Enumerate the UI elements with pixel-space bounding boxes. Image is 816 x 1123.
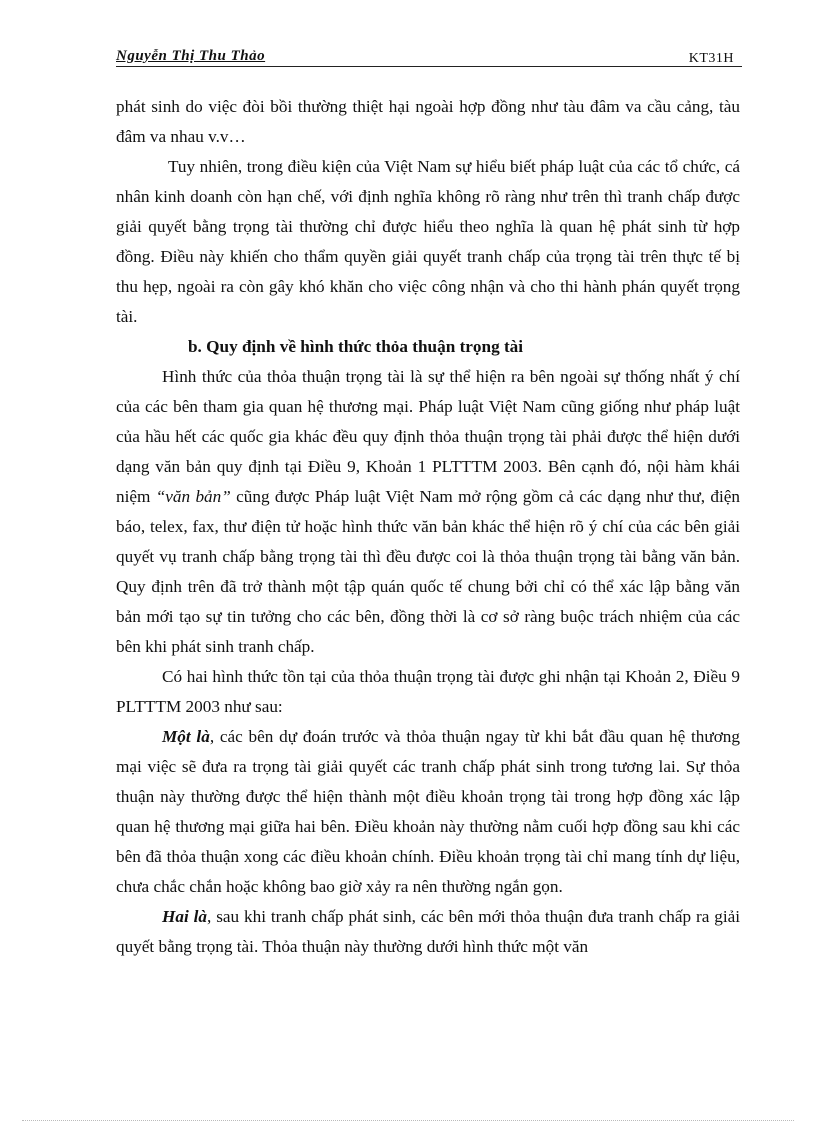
paragraph: Có hai hình thức tồn tại của thỏa thuận trọng tài được ghi nhận tại Khoản 2, Điều 9 PLTTTM 2003 như sau: xyxy=(116,667,740,716)
header-divider xyxy=(116,66,742,67)
author-name: Nguyễn Thị Thu Thảo xyxy=(116,48,266,64)
paragraph-text: , các bên dự đoán trước và thỏa thuận ngay từ khi bắt đầu quan hệ thương mại việc sẽ đưa ra trọng tài giải quyết các tranh chấp phát sinh trong tương lai. Sự thỏa thuận này thường được thể hiện thành một điều khoản trọng tài trong hợp đồng xác lập quan hệ thương mại giữa hai bên. Điều khoản này thường nằm cuối hợp đồng sau khi các bên đã thỏa thuận xong các điều khoản chính. Điều khoản trọng tài chỉ mang tính dự liệu, chưa chắc chắn hoặc không bao giờ xảy ra nên thường ngắn gọn. xyxy=(116,727,740,896)
paragraph xyxy=(116,722,740,902)
paragraph: Tuy nhiên, trong điều kiện của Việt Nam sự hiểu biết pháp luật của các tổ chức, cá nhân kinh doanh còn hạn chế, với định nghĩa không rõ ràng như trên thì tranh chấp được giải quyết bằng trọng tài thường chỉ được hiểu theo nghĩa là quan hệ phát sinh từ hợp đồng. Điều này khiến cho thẩm quyền giải quyết tranh chấp của trọng tài trên thực tế bị thu hẹp, ngoài ra còn gây khó khăn cho việc công nhận và cho thi hành phán quyết trọng tài. xyxy=(116,157,740,326)
paragraph xyxy=(116,362,740,662)
paragraph-text: Hình thức của thỏa thuận trọng tài là sự thể hiện ra bên ngoài sự thống nhất ý chí của các bên tham gia quan hệ thương mại. Pháp luật Việt Nam cũng giống như pháp luật của hầu hết các quốc gia khác đều quy định thỏa thuận trọng tài phải được thể hiện dưới dạng văn bản quy định tại Điều 9, Khoản 1 PLTTTM 2003. Bên cạnh đó, nội hàm khái niệm xyxy=(116,367,740,506)
document-body xyxy=(116,92,740,962)
section-heading: b. Quy định về hình thức thỏa thuận trọng tài xyxy=(188,337,524,356)
lead-term: Một là xyxy=(162,727,210,746)
paragraph-text: cũng được Pháp luật Việt Nam mở rộng gồm cả các dạng như thư, điện báo, telex, fax, thư điện tử hoặc hình thức văn bản khác thể hiện rõ ý chí của các bên giải quyết vụ tranh chấp bằng trọng tài thì đều được coi là thỏa thuận trọng tài bằng văn bản. Quy định trên đã trở thành một tập quán quốc tế chung bởi chỉ có thể xác lập bằng văn bản mới tạo sự tin tưởng cho các bên, đồng thời là cơ sở ràng buộc trách nhiệm của các bên khi phát sinh tranh chấp. xyxy=(116,487,740,656)
page-bottom-border xyxy=(22,1120,794,1121)
paragraph xyxy=(116,902,740,962)
lead-term: Hai là xyxy=(162,907,208,926)
page-header xyxy=(116,46,742,68)
paragraph: phát sinh do việc đòi bồi thường thiệt hại ngoài hợp đồng như tàu đâm va cầu cảng, tàu đâm va nhau v.v… xyxy=(116,97,740,146)
document-code: KT31H xyxy=(688,51,734,66)
quoted-term: “văn bản” xyxy=(155,487,231,506)
paragraph-text: , sau khi tranh chấp phát sinh, các bên mới thỏa thuận đưa tranh chấp ra giải quyết bằng trọng tài. Thỏa thuận này thường dưới hình thức một văn xyxy=(116,907,741,956)
